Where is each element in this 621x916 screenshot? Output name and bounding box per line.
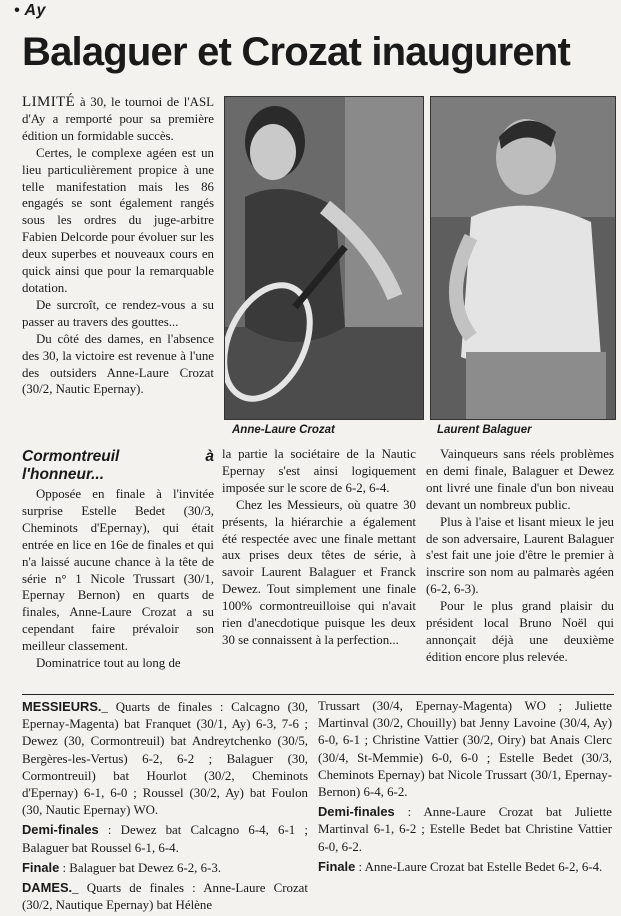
column-2 bbox=[222, 446, 416, 649]
results-left bbox=[22, 698, 308, 916]
men-semifinals: Demi-finales : Dewez bat Calcagno 6-4, 6-1 ; Balaguer bat Roussel 6-1, 6-4. bbox=[22, 822, 308, 855]
men-quarterfinals: MESSIEURS._ Quarts de finales : Calcagno (30, Epernay-Magenta) bat Franquet (30/1, Ay) 6-3, 7-6 ; Dewez (30, Cormontreuil) bat Andreytchenko (30/5, Bergères-les-Vertus) 6-2, 6-2 ; Balaguer (30, Cormontreuil) bat Hourlot (30/2, Cheminots d'Epernay) 6-1, 6-0 ; Roussel (30/2, Ay) bat Foulon (30, Nautic Epernay) WO. bbox=[22, 699, 308, 818]
subheading: Cormontreuil à l'honneur... bbox=[22, 448, 214, 483]
results-divider bbox=[22, 694, 614, 695]
intro-column bbox=[22, 94, 214, 398]
col1-paragraph-1: Opposée en finale à l'invitée surprise Estelle Bedet (30/3, Cheminots d'Epernay), qui était entrée en lice en 16e de finales et qui n'a laissé aucune chance à la tête de série n° 1 Nicole Trussart (30/1, Epernay Bernon) en quarts de finales, Anne-Laure Crozat a su cependant faire prévaloir son meilleur classement. bbox=[22, 487, 214, 654]
women-quarterfinals: DAMES._ Quarts de finales : Anne-Laure Crozat (30/2, Nautique Epernay) bat Hélène bbox=[22, 880, 308, 913]
women-quarterfinals-cont: Trussart (30/4, Epernay-Magenta) WO ; Juliette Martinval (30/2, Chouilly) bat Jenny Lavoine (30/4, Ay) 6-0, 6-1 ; Christine Vattier (30/2, Oiry) bat Anais Clerc (30/4, St-Memmie) 6-0, 6-0 ; Estelle Bedet (30/3, Cheminots Epernay) bat Nicole Trussart (30/1, Epernay-Bernon) 6-4, 6-2. bbox=[318, 699, 612, 800]
col3-paragraph-1: Vainqueurs sans réels problèmes en demi finale, Balaguer et Dewez ont livré une finale d'un bon niveau devant un nombreux public. bbox=[426, 447, 614, 512]
col2-paragraph-2: Chez les Messieurs, où quatre 30 présents, la hiérarchie a également été respectée avec une finale mettant aux prises deux têtes de série, à savoir Laurent Balaguer et Franck Dewez. Tout simplement une finale 100% cormontreuilloise qui n'avait rien d'anecdotique puisque les deux 30 se connaissent à la perfection... bbox=[222, 497, 416, 647]
col3-paragraph-3: Pour le plus grand plaisir du président local Bruno Noël qui annonçait déjà une deuxième édition encore plus relevée. bbox=[426, 599, 614, 664]
women-final: Finale : Anne-Laure Crozat bat Estelle Bedet 6-2, 6-4. bbox=[318, 858, 603, 874]
photo-anne-laure-crozat bbox=[224, 96, 424, 420]
photo-laurent-balaguer bbox=[430, 96, 616, 420]
article-headline: Balaguer et Crozat inaugurent bbox=[22, 30, 570, 74]
caption-right: Laurent Balaguer bbox=[437, 424, 532, 436]
results-right bbox=[318, 698, 612, 878]
men-final: Finale : Balaguer bat Dewez 6-2, 6-3. bbox=[22, 859, 222, 875]
col2-paragraph-1: la partie la sociétaire de la Nautic Epernay s'est ainsi logiquement imposée sur le score de 6-2, 6-4. bbox=[222, 447, 416, 495]
column-3 bbox=[426, 446, 614, 666]
intro-paragraph-4: Du côté des dames, en l'absence des 30, la victoire est revenue à l'une des outsiders Anne-Laure Crozat (30/2, Nautic Epernay). bbox=[22, 331, 214, 397]
section-tag: • Ay bbox=[14, 2, 46, 19]
intro-paragraph-1: LIMITÉ à 30, le tournoi de l'ASL d'Ay a remporté pour sa première édition un formidable succès. bbox=[22, 94, 214, 143]
women-semifinals: Demi-finales : Anne-Laure Crozat bat Juliette Martinval 6-1, 6-2 ; Estelle Bedet bat Christine Vattier 6-0, 6-2. bbox=[318, 804, 612, 854]
column-1 bbox=[22, 448, 214, 672]
intro-paragraph-2: Certes, le complexe agéen est un lieu particulièrement propice à une telle manifestation mais les 86 engagés se sont également rangés sous les ordres du juge-arbitre Fabien Delcorde pour évoluer sur les deux superbes et nouveaux cours en quick ainsi que pour la remarquable dotation. bbox=[22, 145, 214, 295]
man-tennis-photo-icon bbox=[431, 97, 615, 419]
caption-left: Anne-Laure Crozat bbox=[232, 424, 335, 436]
col1-paragraph-2: Dominatrice tout au long de bbox=[36, 656, 181, 671]
woman-tennis-photo-icon bbox=[225, 97, 423, 419]
intro-paragraph-3: De surcroît, ce rendez-vous a su passer au travers des gouttes... bbox=[22, 297, 214, 329]
col3-paragraph-2: Plus à l'aise et lisant mieux le jeu de son adversaire, Laurent Balaguer s'est fait une joie d'être le premier à inscrire son nom au palmarès agéen (6-2, 6-3). bbox=[426, 514, 614, 597]
intro-dropcap: LIMITÉ bbox=[22, 94, 76, 110]
